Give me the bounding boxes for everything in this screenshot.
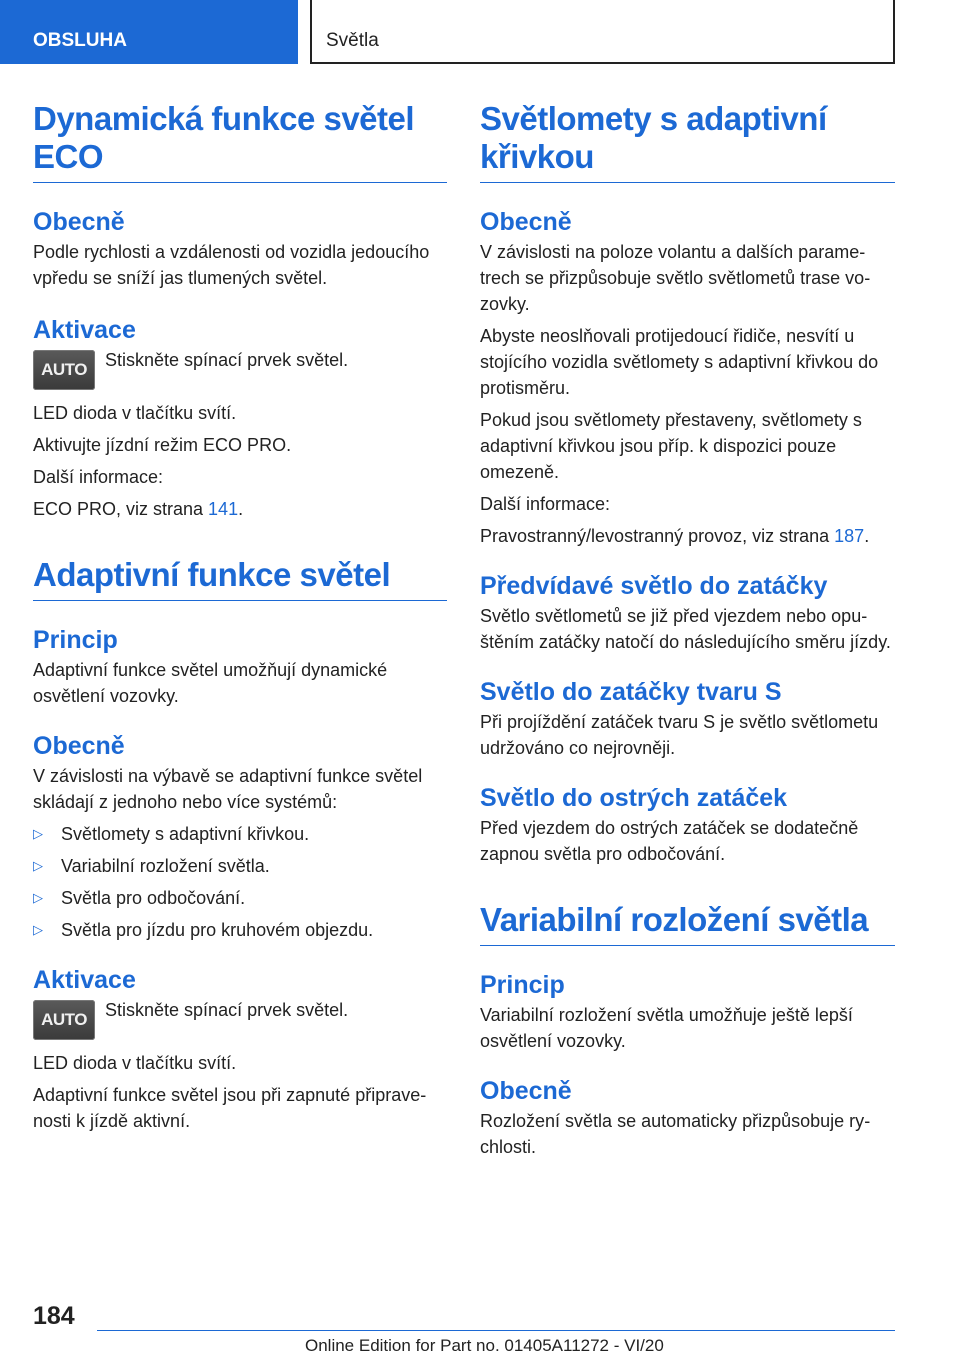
paragraph-obecne-1: Podle rychlosti a vzdálenosti od vozidla jedoucího vpředu se sníží jas tlumených světel. <box>33 242 430 288</box>
paragraph-predictive-cornering: Světlo světlometů se již před vjezdem nebo opuštěním zatáčky natočí do následujícího směru jízdy. <box>480 606 891 652</box>
edition-footer: Online Edition for Part no. 01405A11272 - VI/20 <box>305 1336 664 1355</box>
paragraph-r1: V závislosti na poloze volantu a dalších parametrech se přizpůsobuje světlo světlometů trase vozovky. <box>480 242 871 314</box>
paragraph-r2: Abyste neoslňovali protijedoucí řidiče, nesvítí u stojícího vozidla světlomety s adaptivní křivkou do protisměru. <box>480 326 879 398</box>
eco-reference-text: ECO PRO, viz strana <box>33 499 209 519</box>
triangle-bullet-icon: ▷ <box>33 858 43 873</box>
list-item-text: Světla pro odbočování. <box>61 888 246 908</box>
more-info-label-r: Další informace: <box>480 494 611 514</box>
chapter-tab: Světla <box>310 0 895 64</box>
auto-button-icon: AUTO <box>33 350 95 390</box>
auto-button-icon: AUTO <box>33 1000 95 1040</box>
list-item-text: Světlomety s adaptivní křivkou. <box>61 824 310 844</box>
adaptive-active-note: Adaptivní funkce světel jsou při zapnuté připravenosti k jízdě aktivní. <box>33 1085 427 1131</box>
paragraph-s-curve: Při projíždění zatáček tvaru S je světlo světlometu udržováno co nejrovněji. <box>480 712 879 758</box>
page-link-187[interactable]: 187 <box>834 526 865 546</box>
traffic-reference-dot: . <box>864 526 870 546</box>
press-instruction-2: Stiskněte spínací prvek světel. <box>105 1000 349 1020</box>
heading-aktivace-2: Aktivace <box>33 966 136 994</box>
press-instruction-1: Stiskněte spínací prvek světel. <box>105 350 349 370</box>
section-tab: OBSLUHA <box>0 0 298 64</box>
led-note-2: LED dioda v tlačítku svítí. <box>33 1053 237 1073</box>
list-item-text: Variabilní rozložení světla. <box>61 856 270 876</box>
heading-adaptive-headlights: Světlomety s adaptivní křivkou <box>480 100 895 183</box>
eco-reference-dot: . <box>238 499 244 519</box>
paragraph-obecne-r2: Rozložení světla se automaticky přizpůsobuje rychlosti. <box>480 1111 871 1157</box>
heading-obecne-r2: Obecně <box>480 1077 572 1105</box>
heading-obecne-2: Obecně <box>33 732 125 760</box>
triangle-bullet-icon: ▷ <box>33 922 43 937</box>
heading-adaptive-functions: Adaptivní funkce světel <box>33 556 447 601</box>
auto-instruction-2 <box>33 997 447 1040</box>
heading-princip-1: Princip <box>33 626 118 654</box>
page-link-141[interactable]: 141 <box>208 499 239 519</box>
footer-divider <box>97 1330 895 1331</box>
triangle-bullet-icon: ▷ <box>33 826 43 841</box>
page-number: 184 <box>33 1302 75 1330</box>
paragraph-obecne-2: V závislosti na výbavě se adaptivní funkce světel skládají z jednoho nebo více systémů: <box>33 766 423 812</box>
traffic-reference-text: Pravostranný/levostranný provoz, viz strana <box>480 526 835 546</box>
left-column <box>33 100 447 1134</box>
heading-sharp-curve: Světlo do ostrých zatáček <box>480 784 788 812</box>
list-item <box>33 853 447 879</box>
traffic-reference <box>480 523 895 549</box>
heading-obecne-r1: Obecně <box>480 208 572 236</box>
list-item <box>33 917 447 943</box>
paragraph-sharp-curve: Před vjezdem do ostrých zatáček se dodatečně zapnou světla pro odbočování. <box>480 818 859 864</box>
list-item-text: Světla pro jízdu pro kruhovém objezdu. <box>61 920 374 940</box>
heading-variable-distribution: Variabilní rozložení světla <box>480 901 895 946</box>
list-item <box>33 821 447 847</box>
heading-princip-r: Princip <box>480 971 565 999</box>
eco-reference <box>33 496 447 522</box>
paragraph-princip-r: Variabilní rozložení světla umožňuje ještě lepší osvětlení vozovky. <box>480 1005 853 1051</box>
heading-predictive-cornering: Předvídavé světlo do zatáčky <box>480 572 828 600</box>
auto-instruction-1 <box>33 347 447 390</box>
heading-obecne-1: Obecně <box>33 208 125 236</box>
right-column <box>480 100 895 1160</box>
list-item <box>33 885 447 911</box>
more-info-label-1: Další informace: <box>33 467 164 487</box>
eco-activate-note: Aktivujte jízdní režim ECO PRO. <box>33 435 292 455</box>
heading-aktivace-1: Aktivace <box>33 316 136 344</box>
heading-s-curve: Světlo do zatáčky tvaru S <box>480 678 782 706</box>
paragraph-r3: Pokud jsou světlomety přestaveny, světlomety s adaptivní křivkou jsou příp. k dispozici pouze omezeně. <box>480 410 862 482</box>
triangle-bullet-icon: ▷ <box>33 890 43 905</box>
paragraph-princip-1: Adaptivní funkce světel umožňují dynamické osvětlení vozovky. <box>33 660 388 706</box>
led-note-1: LED dioda v tlačítku svítí. <box>33 403 237 423</box>
heading-dynamic-eco: Dynamická funkce světel ECO <box>33 100 447 183</box>
